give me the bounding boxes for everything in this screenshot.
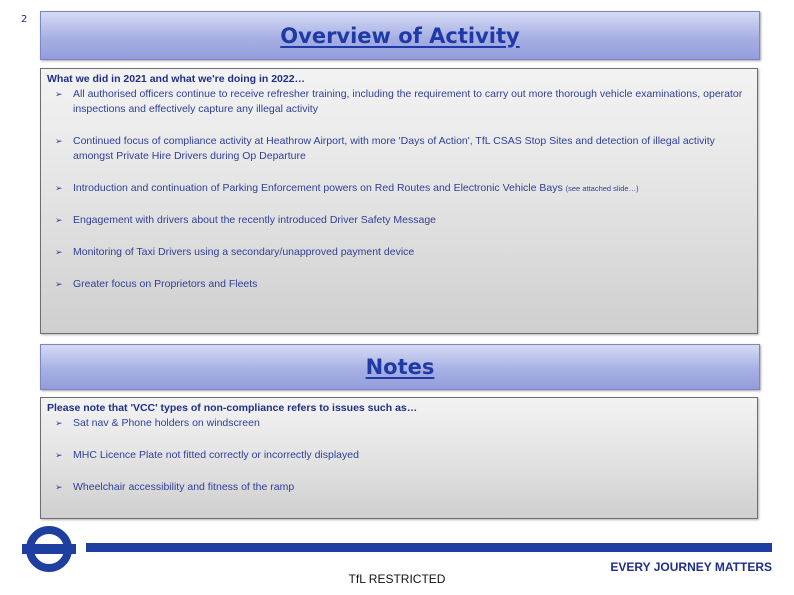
list-item: [47, 277, 751, 292]
list-item-text: MHC Licence Plate not fitted correctly or incorrectly displayed: [73, 449, 359, 461]
arrowhead-bullet-icon: ➢: [55, 279, 63, 289]
list-item: [47, 213, 751, 228]
arrowhead-bullet-icon: ➢: [55, 215, 63, 225]
notes-banner: [40, 344, 760, 390]
notes-title: Notes: [365, 355, 435, 379]
footer-bar: [86, 543, 772, 552]
overview-banner: [40, 11, 760, 60]
list-item: [47, 181, 751, 196]
list-item: [47, 416, 751, 431]
tfl-roundel-icon: [20, 525, 78, 573]
notes-list: [47, 416, 751, 495]
list-item: [47, 448, 751, 463]
list-item-text: Introduction and continuation of Parking Enforcement powers on Red Routes and Electronic Vehicle Bays: [73, 182, 563, 194]
arrowhead-bullet-icon: ➢: [55, 136, 63, 146]
arrowhead-bullet-icon: ➢: [55, 450, 63, 460]
list-item: [47, 245, 751, 260]
list-item: [47, 480, 751, 495]
list-item-text: Monitoring of Taxi Drivers using a secondary/unapproved payment device: [73, 246, 415, 258]
activity-heading: What we did in 2021 and what we're doing in 2022…: [47, 73, 306, 85]
page-number: 2: [21, 14, 28, 25]
arrowhead-bullet-icon: ➢: [55, 482, 63, 492]
activity-panel: [40, 68, 758, 334]
overview-title: Overview of Activity: [280, 23, 520, 48]
list-item-text: Wheelchair accessibility and fitness of the ramp: [73, 481, 295, 493]
list-item-text: Continued focus of compliance activity at Heathrow Airport, with more 'Days of Action', TfL CSAS Stop Sites and detection of illegal activity amongst Private Hire Drivers during Op Departure: [73, 135, 715, 162]
classification-label: TfL RESTRICTED: [348, 572, 446, 586]
list-item: [47, 87, 751, 117]
notes-panel: [40, 397, 758, 519]
list-item-text: All authorised officers continue to receive refresher training, including the requirement to carry out more thorough vehicle examinations, operator inspections and effectively capture any illegal activity: [73, 88, 743, 115]
list-item-text: Engagement with drivers about the recently introduced Driver Safety Message: [73, 214, 437, 226]
list-item-text: Greater focus on Proprietors and Fleets: [73, 278, 258, 290]
list-item-note: (see attached slide…): [565, 184, 639, 193]
list-item-text: Sat nav & Phone holders on windscreen: [73, 417, 260, 429]
list-item: [47, 134, 751, 164]
activity-list: [47, 87, 751, 292]
notes-heading: Please note that 'VCC' types of non-compliance refers to issues such as…: [47, 402, 418, 414]
arrowhead-bullet-icon: ➢: [55, 183, 63, 193]
arrowhead-bullet-icon: ➢: [55, 418, 63, 428]
arrowhead-bullet-icon: ➢: [55, 247, 63, 257]
footer-tagline: EVERY JOURNEY MATTERS: [610, 560, 772, 574]
arrowhead-bullet-icon: ➢: [55, 89, 63, 99]
